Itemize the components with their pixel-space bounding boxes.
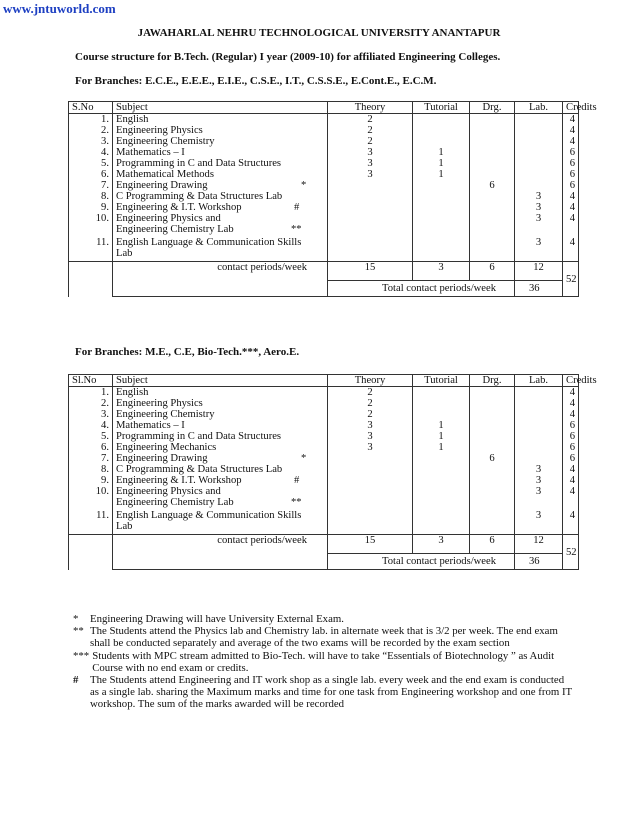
contact-periods-row: [69, 262, 579, 281]
row-sno: 1.: [69, 114, 113, 126]
row-theory: [328, 180, 413, 191]
row-theory: 3: [328, 420, 413, 431]
contact-lab: 12: [515, 262, 563, 281]
table-row: [69, 114, 579, 126]
row-subject: [113, 398, 328, 409]
subject-text: Engineering Physics: [116, 398, 203, 409]
row-theory: 3: [328, 147, 413, 158]
row-lab: [515, 169, 563, 180]
course-structure-heading: Course structure for B.Tech. (Regular) I year (2009-10) for affiliated Engineering Colleges.: [75, 51, 501, 63]
subject-text: Mathematics – I: [116, 420, 185, 431]
contact-empty: [69, 535, 113, 570]
row-lab: [515, 158, 563, 169]
subject-text: Engineering Chemistry: [116, 409, 215, 420]
row-subject: [113, 136, 328, 147]
table-row: [69, 431, 579, 442]
row-lab: [515, 398, 563, 409]
row-sno: 2.: [69, 398, 113, 409]
row-theory: [328, 237, 413, 262]
row-tutorial: [413, 180, 470, 191]
row-theory: 2: [328, 387, 413, 399]
row-sno: 10.: [69, 213, 113, 237]
header-drg: Drg.: [470, 375, 515, 387]
row-drg: [470, 213, 515, 237]
row-tutorial: [413, 114, 470, 126]
footnote: [73, 613, 573, 625]
header-tutorial: Tutorial: [413, 375, 470, 387]
row-theory: 3: [328, 431, 413, 442]
table-row: [69, 125, 579, 136]
subject-text-continued: Engineering Chemistry Lab: [116, 497, 234, 508]
table-row: [69, 169, 579, 180]
header-subject: Subject: [113, 102, 328, 114]
row-credits: 6: [563, 453, 579, 464]
header-drg: Drg.: [470, 102, 515, 114]
row-tutorial: [413, 237, 470, 262]
row-lab: [515, 442, 563, 453]
contact-lab: 12: [515, 535, 563, 554]
contact-label: contact periods/week: [113, 535, 328, 554]
contact-credits: 52: [563, 535, 579, 570]
row-lab: [515, 387, 563, 399]
row-sno: 8.: [69, 464, 113, 475]
row-drg: [470, 442, 515, 453]
row-subject: [113, 125, 328, 136]
row-sno: 4.: [69, 147, 113, 158]
row-theory: 3: [328, 169, 413, 180]
row-drg: 6: [470, 453, 515, 464]
row-credits: 6: [563, 180, 579, 191]
table-row: [69, 475, 579, 486]
row-drg: [470, 420, 515, 431]
row-subject: [113, 114, 328, 126]
contact-theory: 15: [328, 535, 413, 554]
row-lab: 3: [515, 237, 563, 262]
row-drg: [470, 475, 515, 486]
row-sno: 5.: [69, 431, 113, 442]
row-tutorial: [413, 409, 470, 420]
footnote-mark: #: [294, 475, 300, 486]
row-tutorial: 1: [413, 169, 470, 180]
row-sno: 6.: [69, 169, 113, 180]
row-theory: 3: [328, 158, 413, 169]
footnote-mark: ***: [73, 649, 90, 662]
footnote: [73, 674, 573, 711]
row-tutorial: [413, 387, 470, 399]
row-credits: 4: [563, 486, 579, 510]
footnote-mark: *: [301, 453, 307, 464]
row-lab: [515, 431, 563, 442]
row-tutorial: [413, 398, 470, 409]
row-credits: 6: [563, 431, 579, 442]
row-drg: [470, 398, 515, 409]
row-drg: [470, 486, 515, 510]
row-drg: [470, 510, 515, 535]
table-row: [69, 420, 579, 431]
subject-text: English: [116, 387, 149, 398]
total-contact-row: [69, 554, 579, 570]
row-lab: [515, 147, 563, 158]
row-subject: [113, 191, 328, 202]
subject-text: Engineering Drawing: [116, 453, 208, 464]
row-subject: [113, 510, 328, 535]
row-credits: 4: [563, 114, 579, 126]
row-subject: [113, 213, 328, 237]
subject-text: Programming in C and Data Structures: [116, 431, 282, 442]
subject-text-continued: Lab: [116, 248, 133, 259]
row-drg: [470, 464, 515, 475]
footnote-mark: *: [73, 613, 79, 625]
row-drg: [470, 202, 515, 213]
table-row: [69, 409, 579, 420]
row-tutorial: 1: [413, 158, 470, 169]
header-lab: Lab.: [515, 375, 563, 387]
row-credits: 4: [563, 191, 579, 202]
table-row: [69, 147, 579, 158]
footnotes: [73, 613, 573, 711]
total-empty: [113, 554, 328, 570]
course-table-1: [68, 101, 597, 297]
row-theory: [328, 191, 413, 202]
row-drg: 6: [470, 180, 515, 191]
row-drg: [470, 191, 515, 202]
row-credits: 4: [563, 398, 579, 409]
row-subject: [113, 475, 328, 486]
footnote: [73, 650, 573, 674]
row-credits: 4: [563, 125, 579, 136]
row-credits: 4: [563, 213, 579, 237]
subject-text: Engineering & I.T. Workshop: [116, 202, 242, 213]
row-sno: 4.: [69, 420, 113, 431]
contact-drg: 6: [470, 262, 515, 281]
row-credits: 4: [563, 202, 579, 213]
footnote-mark: #: [73, 674, 79, 687]
contact-credits: 52: [563, 262, 579, 297]
row-credits: 6: [563, 442, 579, 453]
subject-text: Engineering Drawing: [116, 180, 208, 191]
row-lab: [515, 453, 563, 464]
footnote-mark: **: [291, 497, 302, 508]
row-sno: 3.: [69, 409, 113, 420]
row-credits: 4: [563, 475, 579, 486]
footnote-mark: *: [301, 180, 307, 191]
row-drg: [470, 237, 515, 262]
row-tutorial: [413, 125, 470, 136]
footnote-mark: #: [294, 202, 300, 213]
subject-text: English Language & Communication Skills: [116, 510, 302, 521]
contact-tutorial: 3: [413, 262, 470, 281]
row-lab: 3: [515, 486, 563, 510]
row-drg: [470, 147, 515, 158]
contact-label: contact periods/week: [113, 262, 328, 281]
table-row: [69, 191, 579, 202]
row-drg: [470, 431, 515, 442]
footnote-text: The Students attend Engineering and IT work shop as a single lab. every week and the end exam is conducted as a single lab. sharing the Maximum marks and time for one task from Engineering workshop and one from IT workshop. The sum of the marks awarded will be recorded: [90, 674, 572, 711]
row-subject: [113, 442, 328, 453]
subject-text: Engineering Physics and: [116, 213, 221, 224]
row-sno: 1.: [69, 387, 113, 399]
row-subject: [113, 147, 328, 158]
row-theory: 2: [328, 114, 413, 126]
footnote-text: Students with MPC stream admitted to Bio-Tech. will have to take “Essentials of Biotechnology ” as Audit Course with no end exam or credits.: [92, 649, 555, 674]
row-lab: 3: [515, 475, 563, 486]
row-sno: 11.: [69, 510, 113, 535]
row-sno: 2.: [69, 125, 113, 136]
header-sno: Sl.No: [69, 375, 113, 387]
university-title: JAWAHARLAL NEHRU TECHNOLOGICAL UNIVERSITY ANANTAPUR: [137, 27, 501, 39]
contact-theory: 15: [328, 262, 413, 281]
row-credits: 4: [563, 387, 579, 399]
row-tutorial: [413, 464, 470, 475]
row-drg: [470, 387, 515, 399]
row-subject: [113, 169, 328, 180]
row-tutorial: [413, 510, 470, 535]
table-row: [69, 237, 579, 262]
row-sno: 8.: [69, 191, 113, 202]
row-sno: 9.: [69, 202, 113, 213]
row-subject: [113, 237, 328, 262]
contact-periods-row: [69, 535, 579, 554]
row-lab: [515, 180, 563, 191]
subject-text-continued: Engineering Chemistry Lab: [116, 224, 234, 235]
row-subject: [113, 158, 328, 169]
row-tutorial: [413, 202, 470, 213]
row-theory: [328, 453, 413, 464]
row-drg: [470, 114, 515, 126]
branches-heading-2: For Branches: M.E., C.E, Bio-Tech.***, Aero.E.: [75, 346, 300, 358]
total-value: 36: [515, 554, 579, 570]
row-drg: [470, 136, 515, 147]
row-subject: [113, 202, 328, 213]
row-tutorial: [413, 475, 470, 486]
row-subject: [113, 431, 328, 442]
footnote-text: The Students attend the Physics lab and Chemistry lab. in alternate week that is 3/2 per week. The end exam shall be conducted separately and average of the two exams will be recorded by the exam section: [90, 625, 558, 650]
subject-text: Engineering & I.T. Workshop: [116, 475, 242, 486]
row-theory: [328, 475, 413, 486]
row-lab: 3: [515, 464, 563, 475]
total-label: Total contact periods/week: [328, 281, 515, 297]
row-sno: 7.: [69, 453, 113, 464]
footnote: [73, 625, 573, 649]
row-subject: [113, 387, 328, 399]
row-lab: [515, 125, 563, 136]
row-sno: 6.: [69, 442, 113, 453]
row-subject: [113, 486, 328, 510]
row-sno: 7.: [69, 180, 113, 191]
header-lab: Lab.: [515, 102, 563, 114]
row-drg: [470, 169, 515, 180]
table-row: [69, 486, 579, 510]
table-row: [69, 180, 579, 191]
row-credits: 4: [563, 409, 579, 420]
contact-empty: [69, 262, 113, 297]
row-tutorial: [413, 136, 470, 147]
row-sno: 5.: [69, 158, 113, 169]
row-tutorial: [413, 486, 470, 510]
row-credits: 6: [563, 169, 579, 180]
table-row: [69, 202, 579, 213]
header-credits: Credits: [563, 102, 579, 114]
row-theory: [328, 202, 413, 213]
row-theory: 2: [328, 125, 413, 136]
table-row: [69, 398, 579, 409]
total-empty: [113, 281, 328, 297]
row-lab: 3: [515, 213, 563, 237]
table-row: [69, 136, 579, 147]
table-row: [69, 158, 579, 169]
row-theory: 2: [328, 398, 413, 409]
header-tutorial: Tutorial: [413, 102, 470, 114]
row-credits: 6: [563, 158, 579, 169]
subject-text: Programming in C and Data Structures: [116, 158, 282, 169]
row-theory: 3: [328, 442, 413, 453]
row-drg: [470, 158, 515, 169]
row-tutorial: [413, 453, 470, 464]
branches-heading-1: For Branches: E.C.E., E.E.E., E.I.E., C.S.E., I.T., C.S.S.E., E.Cont.E., E.C.M.: [75, 75, 437, 87]
row-tutorial: 1: [413, 147, 470, 158]
total-contact-row: [69, 281, 579, 297]
table-row: [69, 442, 579, 453]
header-theory: Theory: [328, 375, 413, 387]
table-header-row: [69, 375, 579, 387]
subject-text: Mathematical Methods: [116, 169, 214, 180]
table-row: [69, 464, 579, 475]
row-subject: [113, 453, 328, 464]
table-header-row: [69, 102, 579, 114]
row-sno: 9.: [69, 475, 113, 486]
header-credits: Credits: [563, 375, 579, 387]
row-tutorial: 1: [413, 431, 470, 442]
row-drg: [470, 409, 515, 420]
row-lab: 3: [515, 191, 563, 202]
row-credits: 4: [563, 464, 579, 475]
table-row: [69, 510, 579, 535]
row-subject: [113, 420, 328, 431]
row-lab: [515, 114, 563, 126]
subject-text: English Language & Communication Skills: [116, 237, 302, 248]
row-credits: 4: [563, 510, 579, 535]
row-theory: 2: [328, 136, 413, 147]
row-lab: 3: [515, 510, 563, 535]
row-tutorial: 1: [413, 442, 470, 453]
row-credits: 4: [563, 237, 579, 262]
row-sno: 11.: [69, 237, 113, 262]
subject-text-continued: Lab: [116, 521, 133, 532]
row-lab: [515, 420, 563, 431]
header-theory: Theory: [328, 102, 413, 114]
subject-text: Engineering Chemistry: [116, 136, 215, 147]
table-row: [69, 387, 579, 399]
subject-text: C Programming & Data Structures Lab: [116, 464, 283, 475]
watermark: www.jntuworld.com: [3, 1, 116, 16]
row-theory: [328, 510, 413, 535]
contact-tutorial: 3: [413, 535, 470, 554]
row-lab: [515, 409, 563, 420]
row-sno: 3.: [69, 136, 113, 147]
subject-text: English: [116, 114, 149, 125]
row-sno: 10.: [69, 486, 113, 510]
row-theory: [328, 486, 413, 510]
total-label: Total contact periods/week: [328, 554, 515, 570]
row-tutorial: [413, 213, 470, 237]
row-subject: [113, 464, 328, 475]
row-subject: [113, 409, 328, 420]
subject-text: Engineering Physics and: [116, 486, 221, 497]
row-tutorial: [413, 191, 470, 202]
row-credits: 6: [563, 147, 579, 158]
footnote-text: Engineering Drawing will have University External Exam.: [90, 613, 344, 625]
row-credits: 6: [563, 420, 579, 431]
total-value: 36: [515, 281, 579, 297]
subject-text: C Programming & Data Structures Lab: [116, 191, 283, 202]
table-row: [69, 453, 579, 464]
row-lab: 3: [515, 202, 563, 213]
row-drg: [470, 125, 515, 136]
row-credits: 4: [563, 136, 579, 147]
footnote-mark: **: [291, 224, 302, 235]
subject-text: Engineering Mechanics: [116, 442, 217, 453]
row-subject: [113, 180, 328, 191]
header-subject: Subject: [113, 375, 328, 387]
course-table-2: [68, 374, 597, 570]
footnote-mark: **: [73, 625, 84, 638]
header-sno: S.No: [69, 102, 113, 114]
row-lab: [515, 136, 563, 147]
contact-drg: 6: [470, 535, 515, 554]
subject-text: Engineering Physics: [116, 125, 203, 136]
row-tutorial: 1: [413, 420, 470, 431]
row-theory: 2: [328, 409, 413, 420]
table-row: [69, 213, 579, 237]
subject-text: Mathematics – I: [116, 147, 185, 158]
row-theory: [328, 464, 413, 475]
row-theory: [328, 213, 413, 237]
